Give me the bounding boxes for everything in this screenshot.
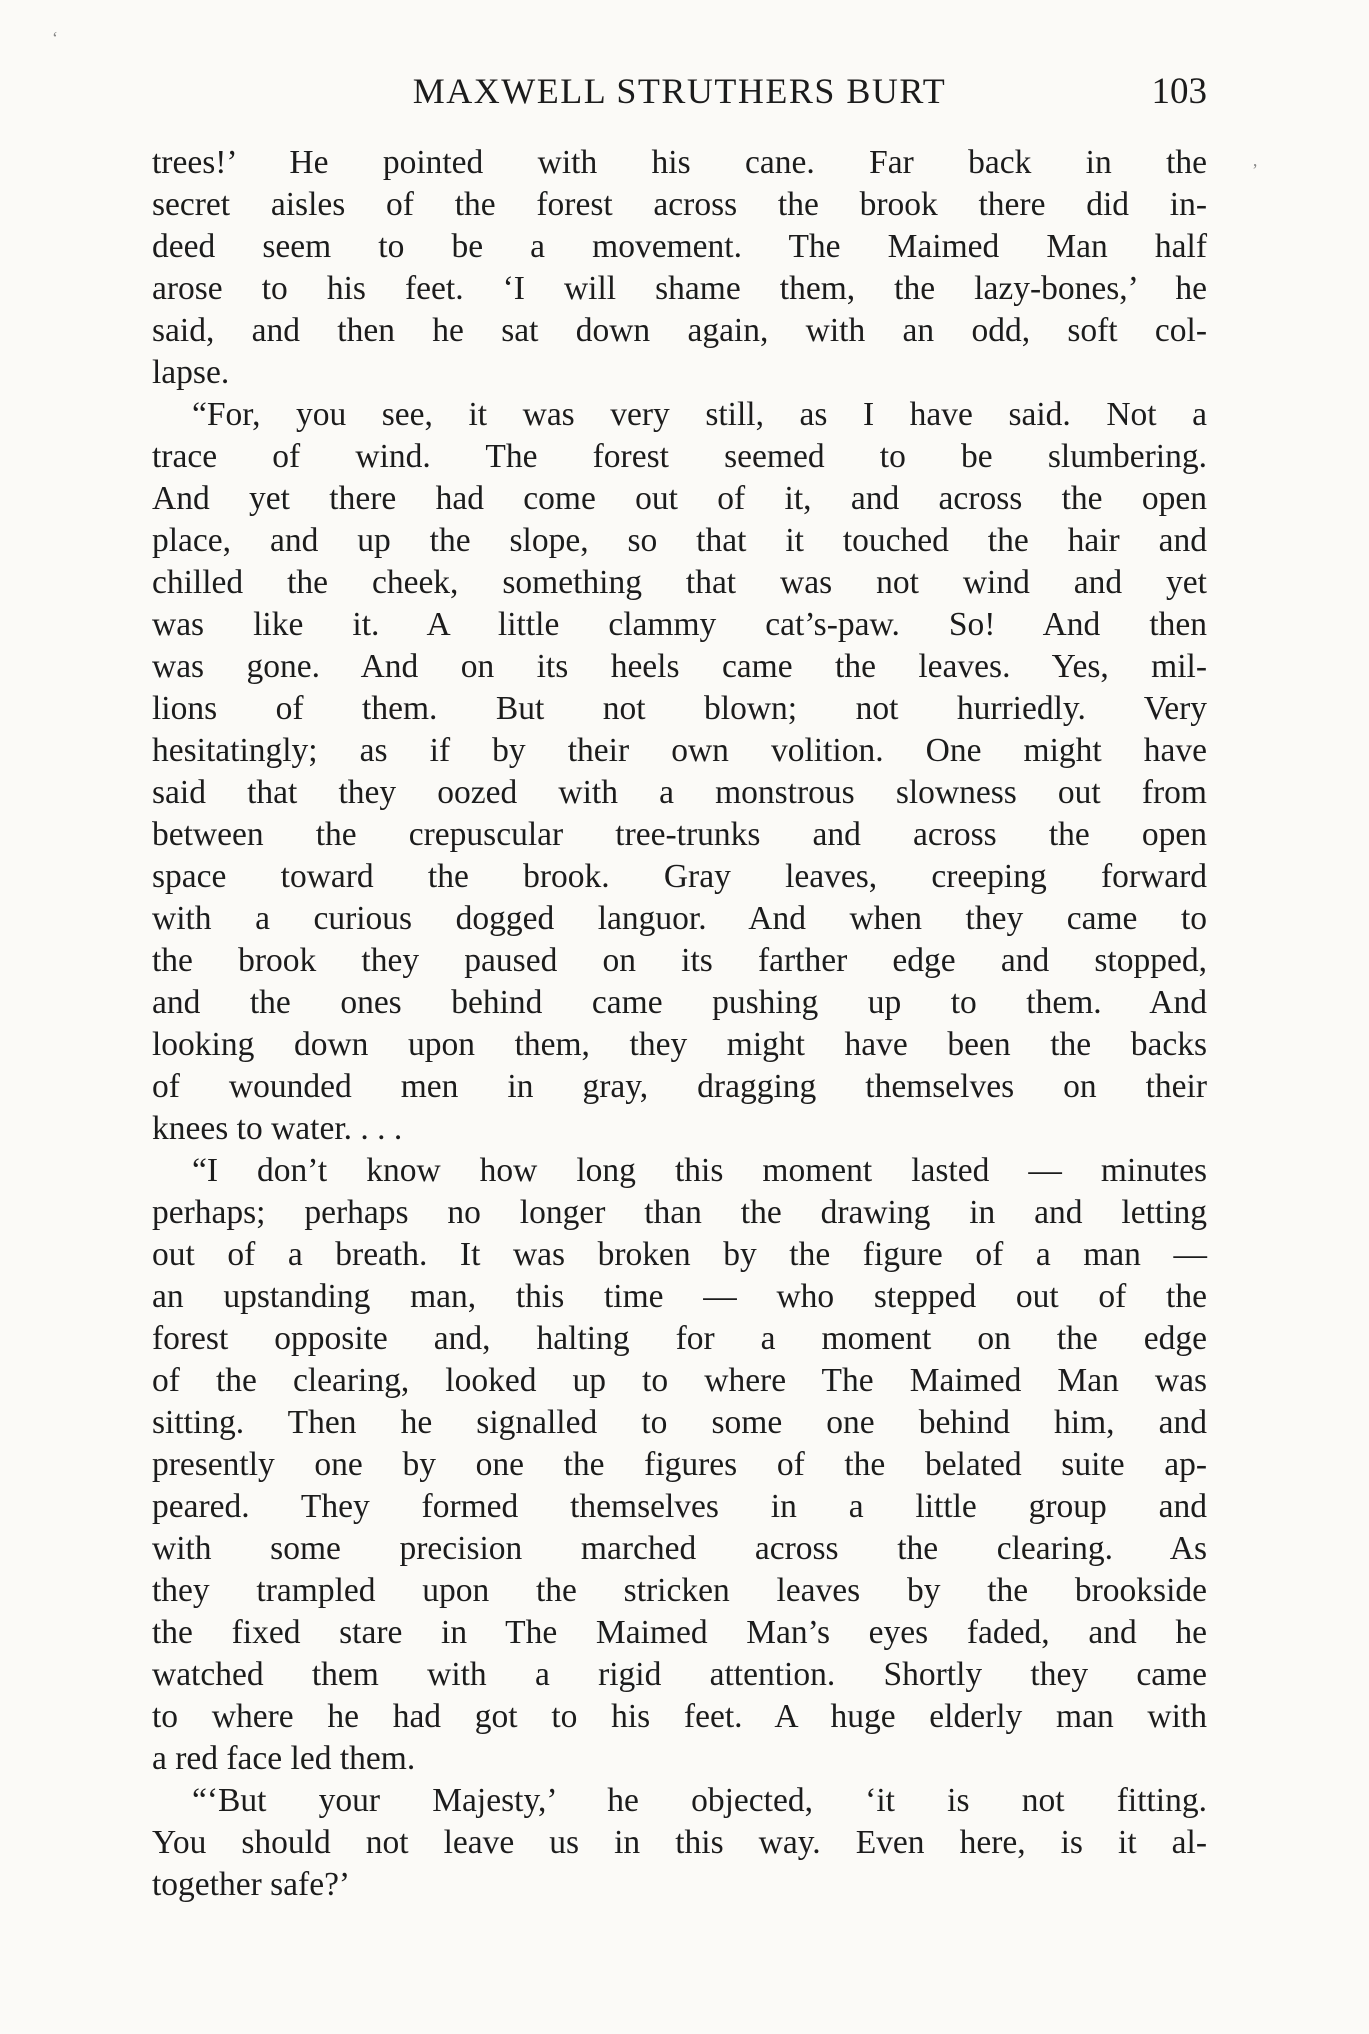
text-line: watched them with a rigid attention. Shortly they came — [152, 1656, 1207, 1693]
running-head: MAXWELL STRUTHERS BURT — [412, 71, 947, 111]
text-line: chilled the cheek, something that was not wind and yet — [152, 564, 1207, 601]
page-number: 103 — [1151, 71, 1207, 112]
text-line: hesitatingly; as if by their own volition. One might have — [152, 732, 1207, 769]
text-line: and the ones behind came pushing up to them. And — [152, 984, 1207, 1021]
text-line: said, and then he sat down again, with an odd, soft col- — [152, 312, 1207, 349]
text-line: was gone. And on its heels came the leaves. Yes, mil- — [152, 648, 1207, 685]
paragraph-start-line: “I don’t know how long this moment lasted — minutes — [192, 1152, 1207, 1189]
text-line: sitting. Then he signalled to some one behind him, and — [152, 1404, 1207, 1441]
text-line: presently one by one the figures of the belated suite ap- — [152, 1446, 1207, 1483]
text-line: looking down upon them, they might have been the backs — [152, 1026, 1207, 1063]
text-line: together safe?’ — [152, 1866, 351, 1903]
text-line: to where he had got to his feet. A huge elderly man with — [152, 1698, 1207, 1735]
text-line: arose to his feet. ‘I will shame them, the lazy-bones,’ he — [152, 270, 1207, 307]
text-line: with a curious dogged languor. And when they came to — [152, 900, 1207, 937]
text-line: trees!’ He pointed with his cane. Far back in the — [152, 144, 1207, 181]
text-line: the brook they paused on its farther edge and stopped, — [152, 942, 1207, 979]
text-line: peared. They formed themselves in a little group and — [152, 1488, 1207, 1525]
page-header — [152, 62, 1207, 122]
text-line: You should not leave us in this way. Even here, is it al- — [152, 1824, 1207, 1861]
text-line: was like it. A little clammy cat’s-paw. So! And then — [152, 606, 1207, 643]
text-line: perhaps; perhaps no longer than the drawing in and letting — [152, 1194, 1207, 1231]
text-line: trace of wind. The forest seemed to be slumbering. — [152, 438, 1207, 475]
text-line: of the clearing, looked up to where The Maimed Man was — [152, 1362, 1207, 1399]
text-line: out of a breath. It was broken by the figure of a man — — [152, 1236, 1207, 1273]
margin-mark-left: ‘ — [52, 28, 58, 48]
text-line: knees to water. . . . — [152, 1110, 403, 1147]
text-line: of wounded men in gray, dragging themselves on their — [152, 1068, 1207, 1105]
text-line: an upstanding man, this time — who stepped out of the — [152, 1278, 1207, 1315]
text-line: the fixed stare in The Maimed Man’s eyes faded, and he — [152, 1614, 1207, 1651]
text-line: said that they oozed with a monstrous slowness out from — [152, 774, 1207, 811]
text-line: And yet there had come out of it, and across the open — [152, 480, 1207, 517]
text-line: place, and up the slope, so that it touched the hair and — [152, 522, 1207, 559]
text-line: with some precision marched across the clearing. As — [152, 1530, 1207, 1567]
text-line: space toward the brook. Gray leaves, creeping forward — [152, 858, 1207, 895]
text-line: they trampled upon the stricken leaves by the brookside — [152, 1572, 1207, 1609]
paragraph-start-line: “‘But your Majesty,’ he objected, ‘it is not fitting. — [192, 1782, 1207, 1819]
margin-mark-right: ’ — [1252, 160, 1258, 180]
text-line: lions of them. But not blown; not hurriedly. Very — [152, 690, 1207, 727]
text-line: deed seem to be a movement. The Maimed Man half — [152, 228, 1207, 265]
text-line: secret aisles of the forest across the brook there did in- — [152, 186, 1207, 223]
text-line: lapse. — [152, 354, 230, 391]
text-line: a red face led them. — [152, 1740, 416, 1777]
text-line: forest opposite and, halting for a moment on the edge — [152, 1320, 1207, 1357]
paragraph-start-line: “For, you see, it was very still, as I have said. Not a — [192, 396, 1207, 433]
body-text — [152, 142, 1207, 1906]
text-line: between the crepuscular tree-trunks and across the open — [152, 816, 1207, 853]
